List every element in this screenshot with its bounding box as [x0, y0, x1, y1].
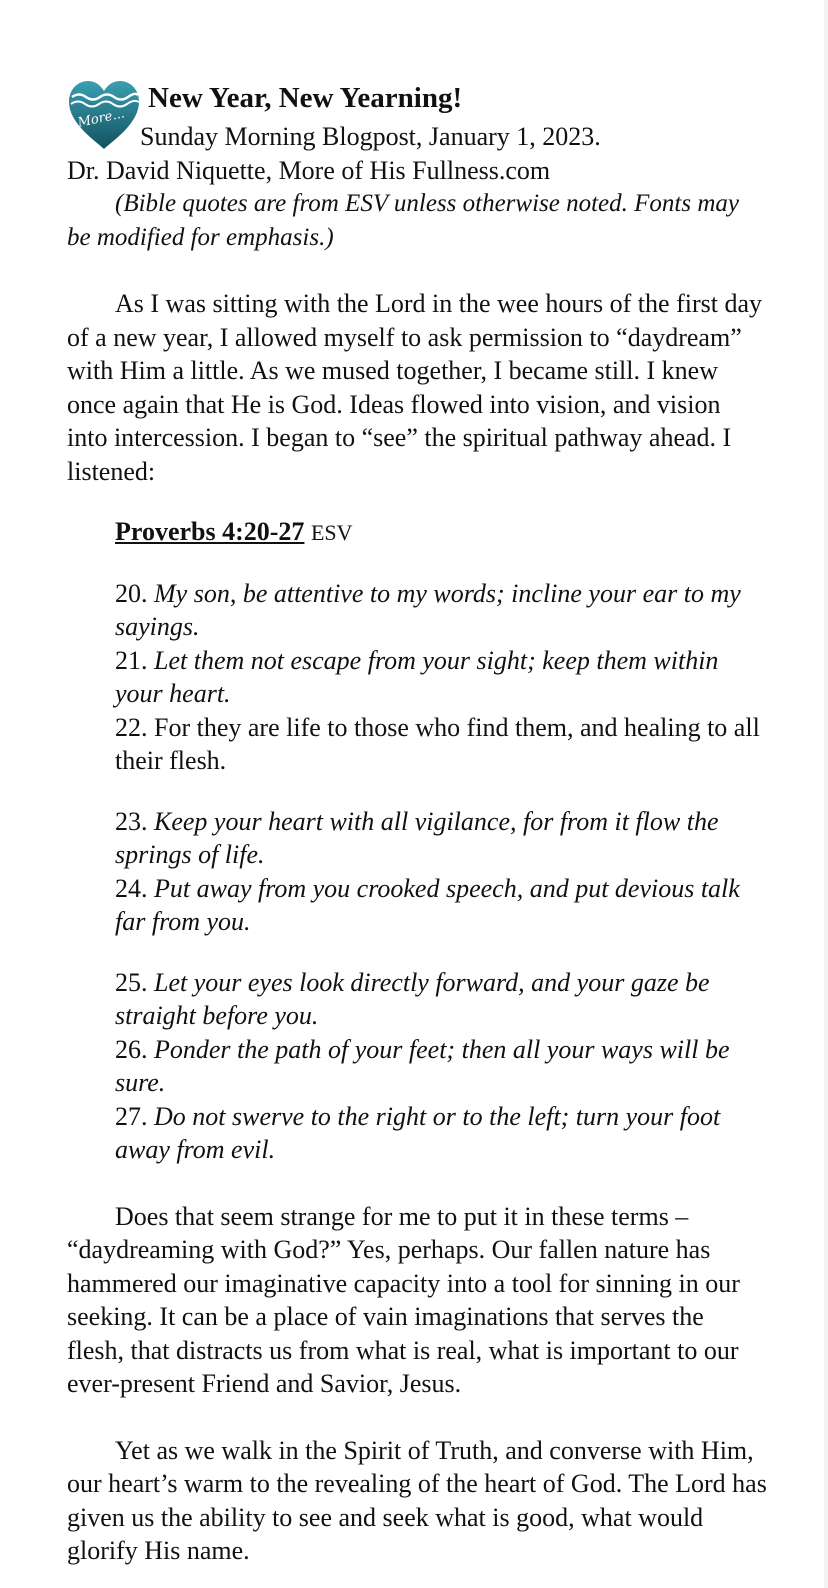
verse-number: 20. — [115, 578, 148, 608]
verse-22 — [115, 711, 767, 778]
paragraph-intro: As I was sitting with the Lord in the wee hours of the first day of a new year, I allowed myself to ask permission to “daydream” with Him a little. As we mused together, I became still. I knew once again that He is God. Ideas flowed into vision, and vision into intercession. I began to “see” the spiritual pathway ahead. I listened: — [67, 289, 762, 486]
verse-number: 27. — [115, 1101, 148, 1131]
heart-logo-icon — [67, 80, 141, 150]
paragraph-daydreaming: Does that seem strange for me to put it in these terms – “daydreaming with God?” Yes, perhaps. Our fallen nature has hammered our imaginative capacity into a tool for sinning in our seeking. It can be a place of vain imaginations that serves the flesh, that distracts us from what is real, what is important to our ever-present Friend and Savior, Jesus. — [67, 1201, 740, 1398]
document-body — [67, 76, 767, 1568]
verse-text: Put away from you crooked speech, and put devious talk far from you. — [115, 873, 740, 936]
verse-24 — [115, 872, 767, 939]
verse-25 — [115, 966, 767, 1033]
verse-number: 21. — [115, 645, 148, 675]
verse-text: Let your eyes look directly forward, and your gaze be straight before you. — [115, 967, 710, 1030]
verse-number: 26. — [115, 1034, 148, 1064]
verse-text: Keep your heart with all vigilance, for from it flow the springs of life. — [115, 806, 719, 869]
verse-gap — [115, 939, 767, 966]
verse-number: 23. — [115, 806, 148, 836]
verse-number: 25. — [115, 967, 148, 997]
verse-number: 24. — [115, 873, 148, 903]
paragraph-spirit-of-truth: Yet as we walk in the Spirit of Truth, and converse with Him, our heart’s warm to the revealing of the heart of God. The Lord has given us the ability to see and seek what is good, what would glorify His name. — [67, 1435, 767, 1565]
translation-note: (Bible quotes are from ESV unless otherwise noted. Fonts may be modified for emphasis.) — [67, 190, 739, 251]
verse-23 — [115, 805, 767, 872]
post-title: New Year, New Yearning! — [148, 82, 463, 114]
verse-text: Ponder the path of your feet; then all your ways will be sure. — [115, 1034, 730, 1097]
verse-number: 22. — [115, 712, 148, 742]
verse-26 — [115, 1033, 767, 1100]
scripture-version: ESV — [310, 520, 353, 545]
post-author: Dr. David Niquette, More of His Fullness.com — [67, 155, 551, 185]
verse-text: My son, be attentive to my words; incline your ear to my sayings. — [115, 578, 741, 641]
verse-20 — [115, 577, 767, 644]
verse-27 — [115, 1100, 767, 1167]
verse-list — [115, 577, 767, 1167]
scripture-link[interactable]: Proverbs 4:20-27 — [115, 517, 305, 546]
verse-text: Let them not escape from your sight; keep them within your heart. — [115, 645, 719, 708]
post-subtitle: Sunday Morning Blogpost, January 1, 2023. — [140, 122, 601, 151]
logo-text: More... — [76, 106, 127, 131]
scripture-reference — [115, 515, 767, 550]
verse-21 — [115, 644, 767, 711]
verse-text: Do not swerve to the right or to the left; turn your foot away from evil. — [115, 1101, 721, 1164]
verse-text: For they are life to those who find them, and healing to all their flesh. — [115, 712, 760, 775]
verse-gap — [115, 778, 767, 805]
post-header — [67, 76, 767, 254]
